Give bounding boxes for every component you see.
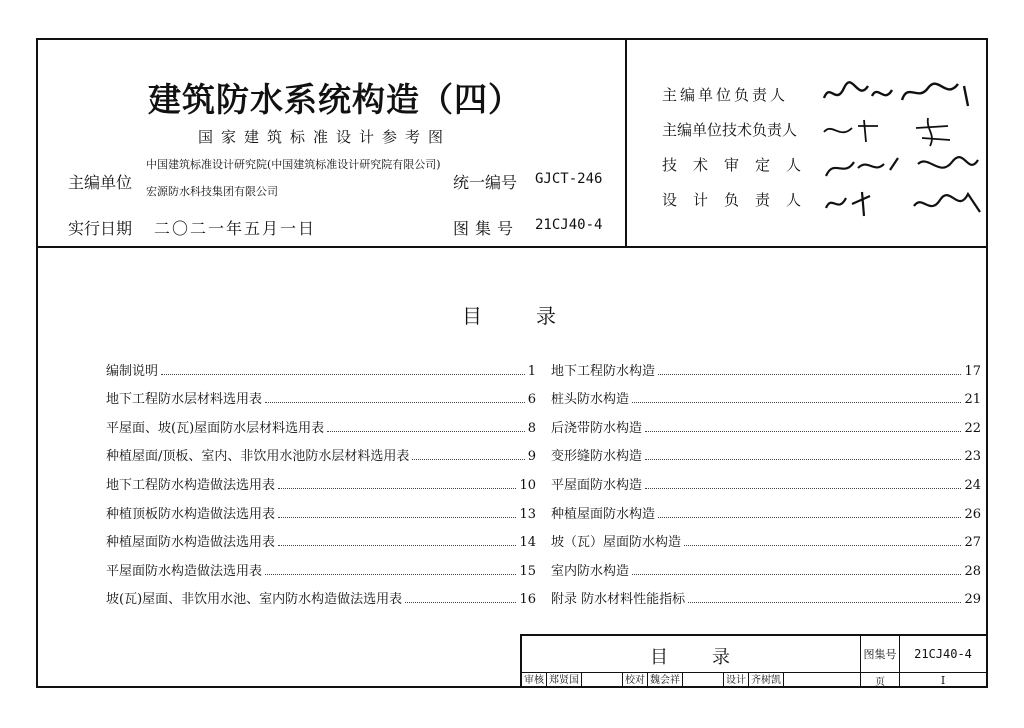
toc-item[interactable] [106,464,536,493]
design-label: 设计 [724,673,749,688]
toc-item-page: 16 [519,592,536,608]
toc-item-page: 22 [964,420,981,436]
toc-item-title: 地下工程防水层材料选用表 [106,392,263,408]
responsible-label: 主编单位技术负责人 [662,121,798,139]
toc-item-title: 平屋面防水构造 [551,477,643,493]
title-block [520,634,986,688]
title-block-atlas-label: 图集号 [861,636,900,673]
toc-title: 目录 [462,304,610,328]
toc-item-page: 29 [964,592,981,608]
title-block-page-value: I [940,674,946,687]
leader-dots [265,574,516,575]
signature-3 [818,148,988,188]
unified-number-label: 统一编号 [453,173,518,192]
design-signature [784,673,824,688]
toc-item[interactable] [106,407,536,436]
signature-4 [818,184,988,224]
drawing-frame [36,38,988,688]
check-name: 魏会祥 [648,673,683,688]
leader-dots [645,459,961,460]
editor-org-1: 中国建筑标准设计研究院(中国建筑标准设计研究院有限公司) [146,158,441,171]
toc-item-title: 编制说明 [106,363,159,379]
toc-item-title: 坡（瓦）屋面防水构造 [551,535,682,551]
check-label: 校对 [623,673,648,688]
toc-item-title: 平屋面防水构造做法选用表 [106,563,263,579]
sub-title: 国家建筑标准设计参考图 [198,128,452,146]
toc-item-title: 后浇带防水构造 [551,420,643,436]
toc-item[interactable] [551,550,981,579]
effective-date-label: 实行日期 [68,219,133,238]
toc-item-title: 种植顶板防水构造做法选用表 [106,506,276,522]
toc-item[interactable] [106,350,536,379]
editor-label: 主编单位 [68,173,133,192]
toc-item-title: 种植屋面防水构造做法选用表 [106,535,276,551]
toc-item[interactable] [106,379,536,408]
toc-item-page: 21 [964,392,981,408]
toc-item[interactable] [551,464,981,493]
toc-item-page: 1 [527,363,536,379]
toc-item[interactable] [551,522,981,551]
toc-item-page: 9 [527,449,536,465]
leader-dots [161,374,525,375]
leader-dots [688,602,961,603]
review-signature [582,673,623,688]
leader-dots [658,517,961,518]
toc-item-title: 地下工程防水构造做法选用表 [106,477,276,493]
toc-item[interactable] [106,493,536,522]
leader-dots [327,431,525,432]
signature-2 [818,112,978,152]
review-label: 审核 [522,673,547,688]
toc-item-title: 种植屋面防水构造 [551,506,656,522]
toc-item-page: 14 [519,535,536,551]
toc-item[interactable] [106,522,536,551]
toc-item-page: 26 [964,506,981,522]
header-left [38,40,627,246]
title-block-atlas-value: 21CJ40-4 [900,636,986,673]
title-block-signatures [522,673,861,688]
toc-item-page: 10 [519,477,536,493]
toc-item-page: 17 [964,363,981,379]
leader-dots [645,431,961,432]
toc-item[interactable] [551,579,981,608]
toc-item-page: 6 [527,392,536,408]
toc-item-page: 24 [964,477,981,493]
leader-dots [405,602,516,603]
atlas-number-label: 图集号 [453,219,520,238]
toc-item[interactable] [106,579,536,608]
header-block [38,40,986,248]
toc-item[interactable] [106,550,536,579]
leader-dots [632,402,961,403]
responsible-row-2 [662,119,812,140]
toc-item-title: 附录 防水材料性能指标 [551,592,686,608]
toc-item-page: 13 [519,506,536,522]
toc-item-title: 变形缝防水构造 [551,449,643,465]
toc-left-column [106,350,536,607]
responsible-row-4 [662,189,818,210]
leader-dots [632,574,961,575]
toc-item[interactable] [551,379,981,408]
toc-item-title: 平屋面、坡(瓦)屋面防水层材料选用表 [106,420,325,436]
review-name: 郑贤国 [547,673,582,688]
responsible-row-3 [662,154,818,175]
leader-dots [265,402,525,403]
editor-org-2: 宏源防水科技集团有限公司 [146,185,278,198]
toc-item-title: 坡(瓦)屋面、非饮用水池、室内防水构造做法选用表 [106,592,403,608]
toc-item-page: 27 [964,535,981,551]
leader-dots [278,488,516,489]
toc-item-title: 种植屋面/顶板、室内、非饮用水池防水层材料选用表 [106,449,410,465]
signature-1 [818,76,978,112]
toc-item[interactable] [551,436,981,465]
check-signature [683,673,724,688]
toc-item-title: 桩头防水构造 [551,392,630,408]
leader-dots [645,488,961,489]
leader-dots [278,517,516,518]
toc-item-page: 28 [964,563,981,579]
responsible-label: 主编单位负责人 [662,86,789,104]
unified-number-value: GJCT-246 [535,171,603,187]
design-name: 齐树凯 [749,673,784,688]
leader-dots [684,545,961,546]
leader-dots [658,374,961,375]
toc-item[interactable] [106,436,536,465]
effective-date-value: 二〇二一年五月一日 [154,219,317,238]
toc-item[interactable] [551,493,981,522]
toc-item-title: 室内防水构造 [551,563,630,579]
toc-item-page: 8 [527,420,536,436]
responsible-label: 技术审定人 [662,156,818,174]
responsible-label: 设计负责人 [662,191,818,209]
toc-item-page: 15 [519,563,536,579]
leader-dots [412,459,524,460]
toc-item-page: 23 [964,449,981,465]
toc-item[interactable] [551,350,981,379]
toc-item[interactable] [551,407,981,436]
responsible-row-1 [662,84,812,105]
toc-right-column [551,350,981,607]
main-title: 建筑防水系统构造（四） [148,80,522,119]
title-block-page-label: 页 [861,673,900,688]
title-block-title: 目录 [650,647,774,668]
title-block-main [522,636,861,673]
atlas-number-value: 21CJ40-4 [535,217,603,233]
toc-item-title: 地下工程防水构造 [551,363,656,379]
leader-dots [278,545,516,546]
